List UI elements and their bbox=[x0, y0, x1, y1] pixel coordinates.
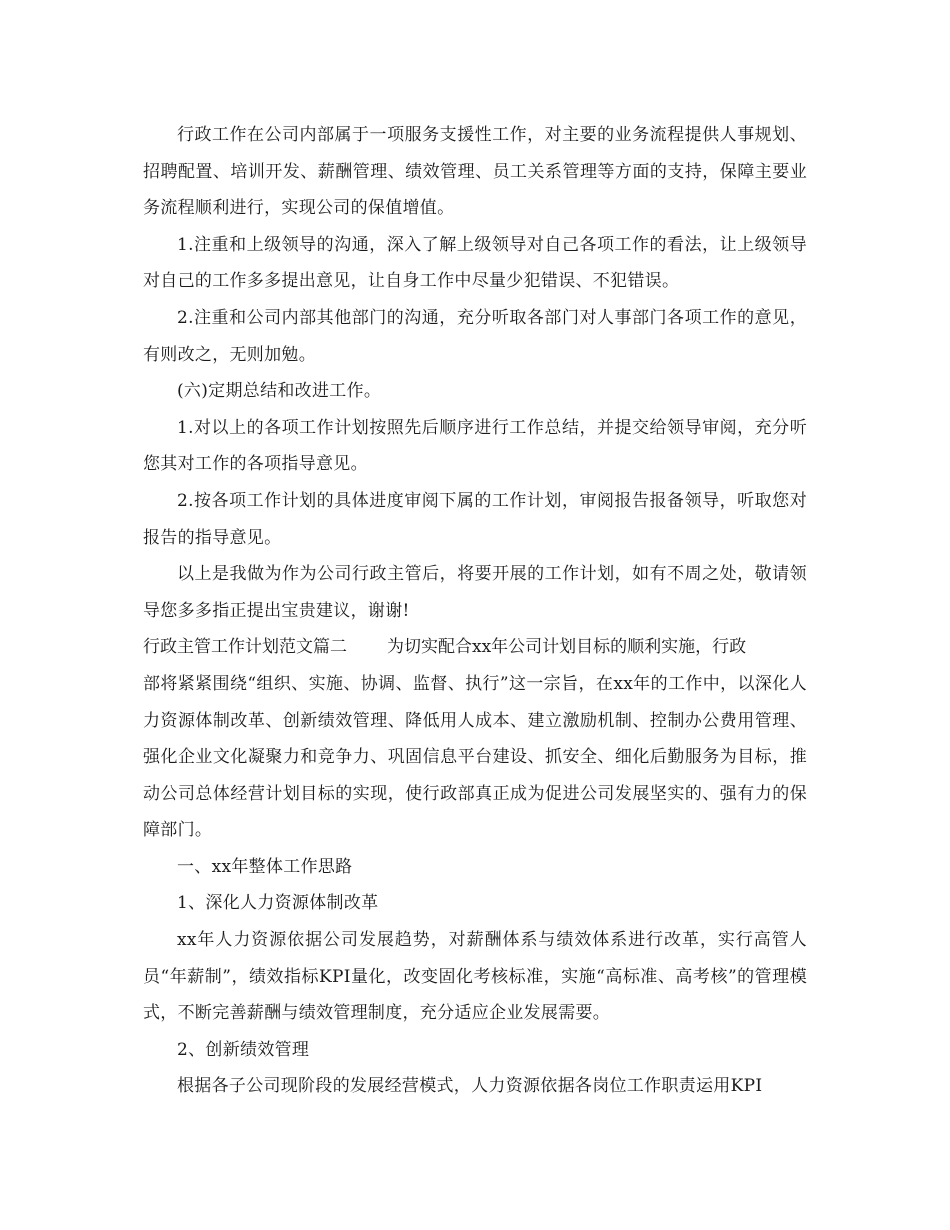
paragraph-item-2: 2.注重和公司内部其他部门的沟通，充分听取各部门对人事部门各项工作的意见，有则改之，无则加勉。 bbox=[143, 307, 807, 365]
paragraph-item-1: 1.注重和上级领导的沟通，深入了解上级领导对自己各项工作的看法，让上级领导对自己的工作多多提出意见，让自身工作中尽量少犯错误、不犯错误。 bbox=[143, 234, 807, 292]
paragraph-closing: 以上是我做为作为公司行政主管后，将要开展的工作计划，如有不周之处，敬请领导您多多指正提出宝贵建议，谢谢! bbox=[143, 564, 807, 621]
paragraph-intro: 行政工作在公司内部属于一项服务支援性工作，对主要的业务流程提供人事规划、招聘配置、培训开发、薪酬管理、绩效管理、员工关系管理等方面的支持，保障主要业务流程顺利进行，实现公司的保值增值。 bbox=[143, 125, 807, 219]
section-intro-rest: 部将紧紧围绕“组织、实施、协调、监督、执行”这一宗旨，在xx年的工作中，以深化人力资源体制改革、创新绩效管理、降低用人成本、建立激励机制、控制办公费用管理、强化企业文化凝聚力和竞争力、巩固信息平台建设、抓安全、细化后勤服务为目标，推动公司总体经营计划目标的实现，使行政部真正成为促进公司发展坚实的、强有力的保障部门。 bbox=[143, 673, 807, 841]
heading-performance: 2、创新绩效管理 bbox=[177, 1039, 310, 1060]
section-heading-line bbox=[143, 629, 807, 666]
section-title: 行政主管工作计划范文篇二 bbox=[143, 637, 347, 658]
paragraph-summary-2: 2.按各项工作计划的具体进度审阅下属的工作计划，审阅报告报备领导，听取您对报告的指导意见。 bbox=[143, 490, 807, 548]
heading-hr-reform: 1、深化人力资源体制改革 bbox=[177, 893, 379, 914]
paragraph-hr-reform: xx年人力资源依据公司发展趋势，对薪酬体系与绩效体系进行改革，实行高管人员“年薪制”，绩效指标KPI量化，改变固化考核标准，实施“高标准、高考核”的管理模式，不断完善薪酬与绩效管理制度，充分适应企业发展需要。 bbox=[143, 930, 807, 1024]
section-intro-first: 为切实配合xx年公司计划目标的顺利实施，行政 bbox=[387, 637, 747, 658]
paragraph-summary-1: 1.对以上的各项工作计划按照先后顺序进行工作总结，并提交给领导审阅，充分听您其对工作的各项指导意见。 bbox=[143, 417, 807, 475]
paragraph-heading-6: (六)定期总结和改进工作。 bbox=[177, 381, 382, 402]
document-body bbox=[143, 117, 807, 1105]
paragraph-performance: 根据各子公司现阶段的发展经营模式，人力资源依据各岗位工作职责运用KPI bbox=[177, 1076, 763, 1097]
heading-overall-approach: 一、xx年整体工作思路 bbox=[177, 856, 353, 877]
